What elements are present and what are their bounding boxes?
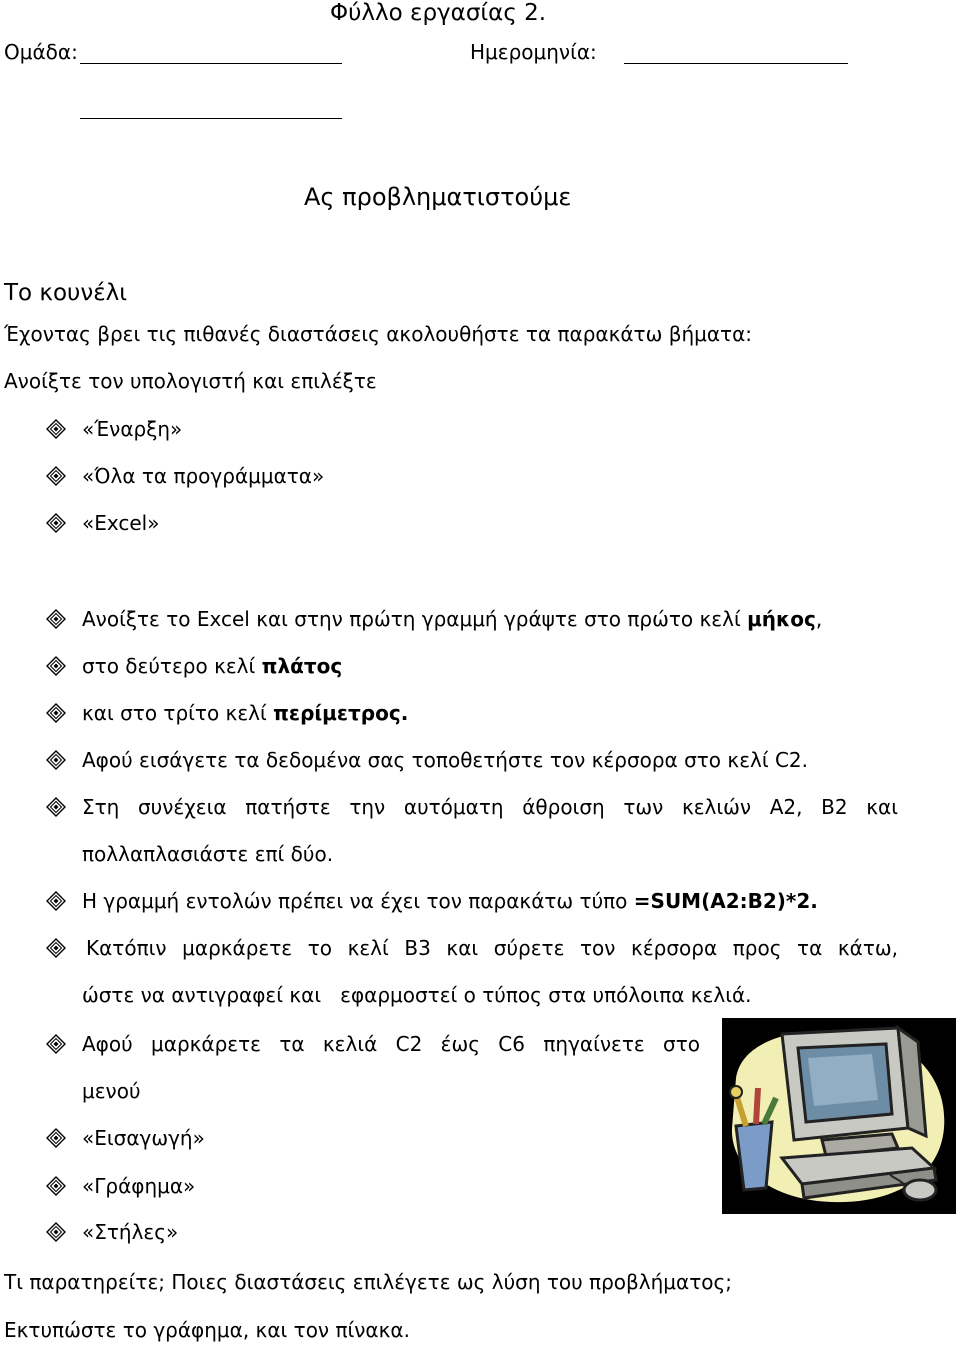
chart-step-columns: «Στήλες»: [82, 1220, 179, 1244]
closing-question: Τι παρατηρείτε; Ποιες διαστάσεις επιλέγετε ως λύση του προβλήματος;: [4, 1270, 732, 1294]
step-autosum-line-2: πολλαπλασιάστε επί δύο.: [82, 842, 334, 866]
date-label: Ημερομηνία:: [470, 40, 597, 64]
group-label: Ομάδα:: [4, 40, 78, 64]
step-formula: Η γραμμή εντολών πρέπει να έχει τον παρακάτω τύπο =SUM(A2:B2)*2.: [82, 889, 818, 913]
diamond-bullet-icon: [46, 703, 66, 723]
diamond-bullet-icon: [46, 750, 66, 770]
section-heading: Ας προβληματιστούμε: [304, 183, 572, 211]
diamond-bullet-icon: [46, 891, 66, 911]
step-drag-line-2: ώστε να αντιγραφεί και εφαρμοστεί ο τύπος στα υπόλοιπα κελιά.: [82, 983, 752, 1007]
computer-clipart-icon: [722, 1018, 956, 1214]
step-select-range-line-1: Αφού μαρκάρετε τα κελιά C2 έως C6 πηγαίνετε στο: [82, 1032, 700, 1056]
step-select-range-line-2: μενού: [82, 1079, 141, 1103]
worksheet-title: Φύλλο εργασίας 2.: [330, 0, 547, 26]
group-blank-line: [80, 63, 342, 64]
problem-title: Το κουνέλι: [4, 280, 128, 306]
diamond-bullet-icon: [46, 466, 66, 486]
diamond-bullet-icon: [46, 419, 66, 439]
intro-line-2: Ανοίξτε τον υπολογιστή και επιλέξτε: [4, 369, 377, 393]
step-autosum-line-1: Στη συνέχεια πατήστε την αυτόματη άθροιση των κελιών A2, B2 και: [82, 795, 898, 819]
menu-step-all-programs: «Όλα τα προγράμματα»: [82, 464, 325, 488]
intro-line-1: Έχοντας βρει τις πιθανές διαστάσεις ακολουθήστε τα παρακάτω βήματα:: [4, 322, 753, 346]
diamond-bullet-icon: [46, 656, 66, 676]
step-cursor-c2: Αφού εισάγετε τα δεδομένα σας τοποθετήστε τον κέρσορα στο κελί C2.: [82, 748, 809, 772]
closing-instruction: Εκτυπώστε το γράφημα, και τον πίνακα.: [4, 1318, 410, 1342]
diamond-bullet-icon: [46, 513, 66, 533]
chart-step-insert: «Εισαγωγή»: [82, 1126, 205, 1150]
diamond-bullet-icon: [46, 1176, 66, 1196]
step-first-cell: Ανοίξτε το Excel και στην πρώτη γραμμή γράψτε στο πρώτο κελί μήκος,: [82, 607, 823, 631]
menu-step-excel: «Excel»: [82, 511, 160, 535]
step-second-cell: στο δεύτερο κελί πλάτος: [82, 654, 343, 678]
menu-step-start: «Έναρξη»: [82, 417, 183, 441]
step-third-cell: και στο τρίτο κελί περίμετρος.: [82, 701, 409, 725]
diamond-bullet-icon: [46, 1128, 66, 1148]
chart-step-chart: «Γράφημα»: [82, 1174, 196, 1198]
diamond-bullet-icon: [46, 938, 66, 958]
date-blank-line: [624, 63, 848, 64]
diamond-bullet-icon: [46, 797, 66, 817]
step-drag-line-1: Κατόπιν μαρκάρετε το κελί B3 και σύρετε τον κέρσορα προς τα κάτω,: [86, 936, 898, 960]
diamond-bullet-icon: [46, 1034, 66, 1054]
diamond-bullet-icon: [46, 609, 66, 629]
diamond-bullet-icon: [46, 1222, 66, 1242]
extra-blank-line: [80, 118, 342, 119]
